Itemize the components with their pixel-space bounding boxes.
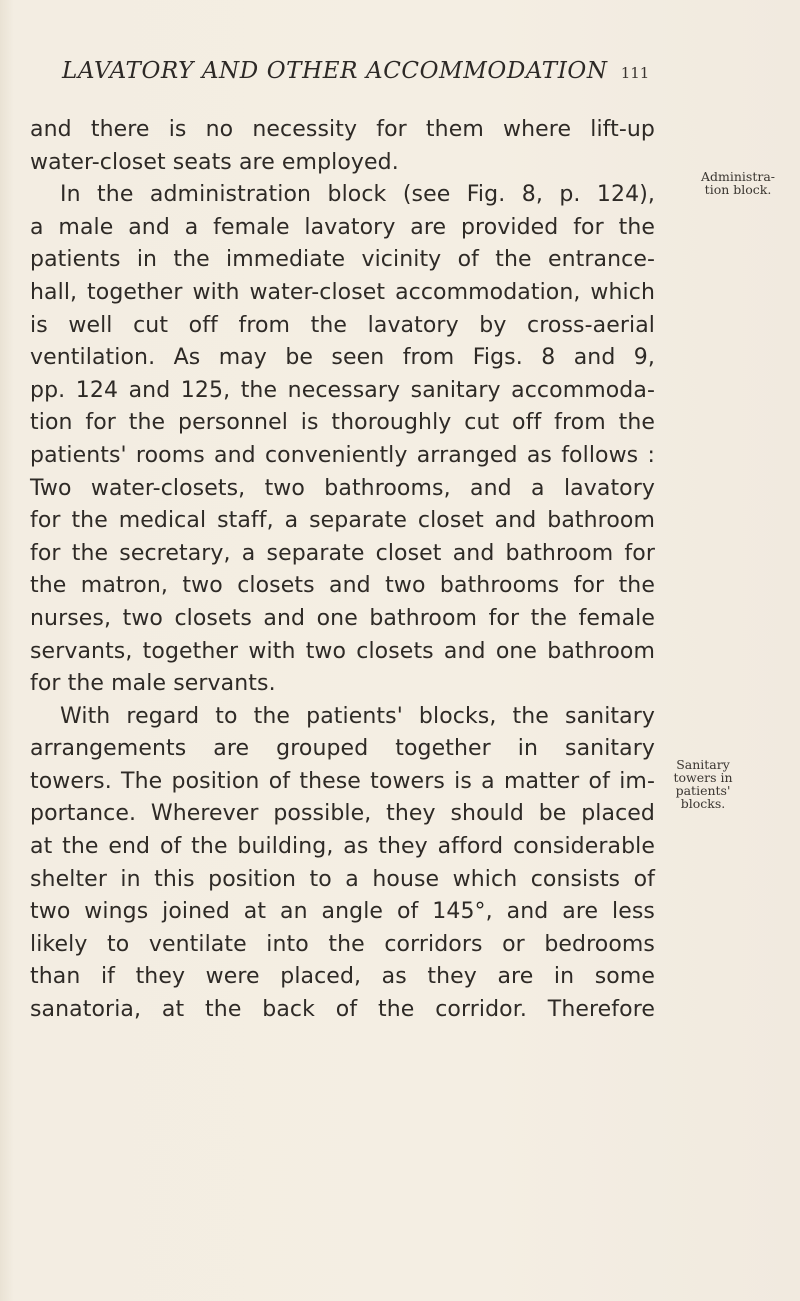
text-line: portance. Wherever possible, they should be placed [30, 801, 655, 827]
text-line: hall, together with water-closet accommodation, which [30, 279, 655, 305]
text-line: With regard to the patients' blocks, the sanitary [60, 703, 655, 729]
text-line: In the administration block (see Fig. 8, p. 124), [60, 182, 655, 208]
margin-note-line: Sanitary [676, 757, 730, 772]
text-line: at the end of the building, as they afford considerable [30, 834, 655, 860]
body-text [30, 114, 655, 1027]
text-line: water-closet seats are employed. [30, 149, 399, 175]
text-line: is well cut off from the lavatory by cross-aerial [30, 312, 655, 338]
margin-note-administration [680, 170, 796, 196]
text-line: for the male servants. [30, 671, 276, 697]
text-line: for the medical staff, a separate closet and bathroom [30, 508, 655, 534]
running-title: LAVATORY AND OTHER ACCOMMODATION [62, 58, 608, 84]
margin-note-line: Administra- [700, 169, 776, 184]
text-line: shelter in this position to a house which consists of [30, 866, 655, 892]
text-line: arrangements are grouped together in sanitary [30, 736, 655, 762]
text-line: patients' rooms and conveniently arranged as follows : [30, 442, 655, 468]
text-line: towers. The position of these towers is a matter of im- [30, 768, 655, 794]
text-line: a male and a female lavatory are provided for the [30, 214, 655, 240]
margin-note-line: blocks. [680, 796, 726, 811]
page-number: 111 [620, 64, 650, 82]
text-line: servants, together with two closets and one bathroom [30, 638, 655, 664]
text-line: tion for the personnel is thoroughly cut off from the [30, 410, 655, 436]
text-line: than if they were placed, as they are in some [30, 964, 655, 990]
margin-note-line: tion block. [704, 182, 772, 197]
running-head [62, 58, 702, 92]
text-line: pp. 124 and 125, the necessary sanitary accommoda- [30, 377, 655, 403]
text-line: Two water-closets, two bathrooms, and a lavatory [30, 475, 655, 501]
text-line: patients in the immediate vicinity of the entrance- [30, 247, 655, 273]
text-line: two wings joined at an angle of 145°, and are less [30, 899, 655, 925]
text-line: the matron, two closets and two bathrooms for the [30, 573, 655, 599]
margin-note-line: towers in [673, 770, 733, 785]
text-line: likely to ventilate into the corridors or bedrooms [30, 931, 655, 957]
margin-note-line: patients' [675, 783, 731, 798]
text-line: and there is no necessity for them where lift-up [30, 117, 655, 142]
text-line: ventilation. As may be seen from Figs. 8 and 9, [30, 345, 655, 371]
text-line: nurses, two closets and one bathroom for the female [30, 605, 655, 631]
margin-note-sanitary [666, 758, 740, 810]
text-line: for the secretary, a separate closet and bathroom for [30, 540, 655, 566]
text-line: sanatoria, at the back of the corridor. Therefore [30, 997, 655, 1023]
